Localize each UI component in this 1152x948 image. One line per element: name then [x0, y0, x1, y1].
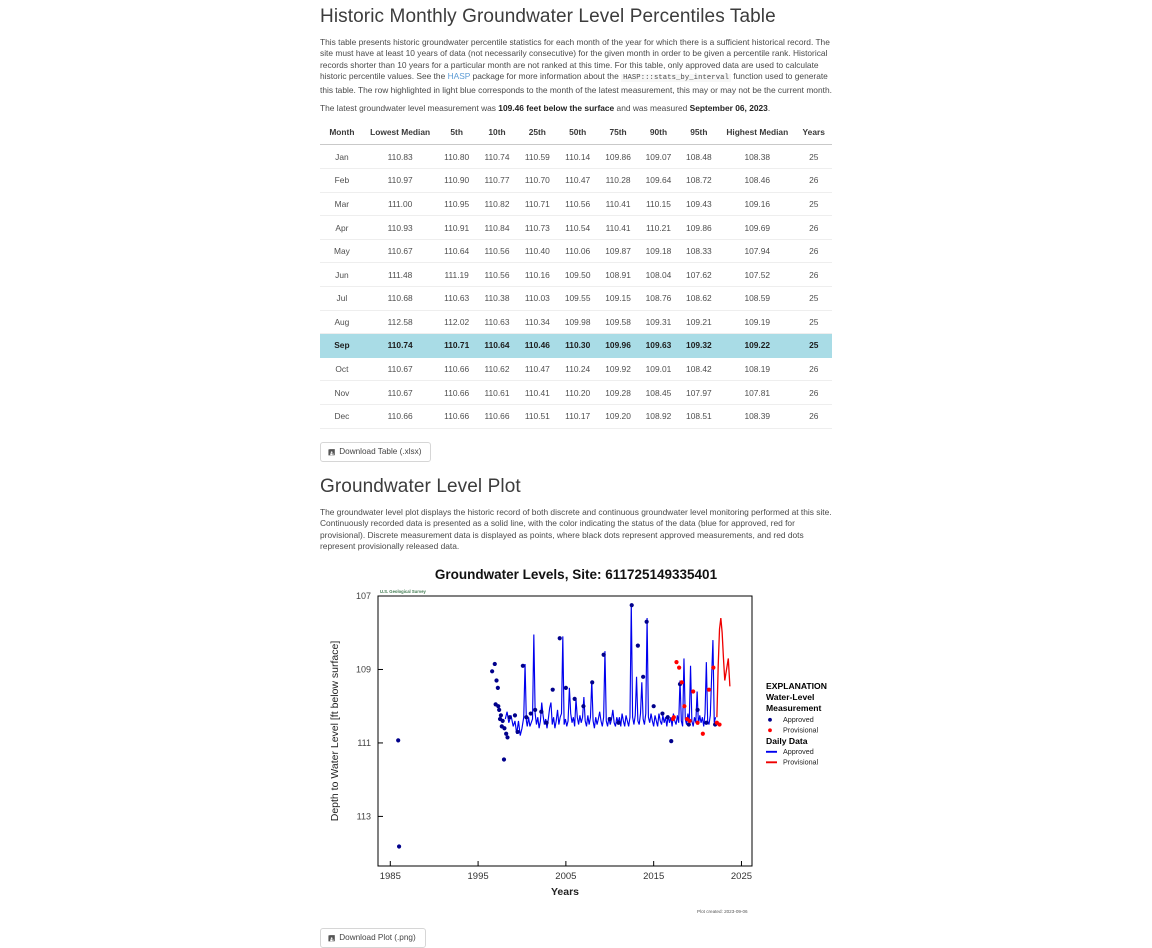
discrete-point-approved	[558, 636, 562, 640]
cell-p5: 110.63	[437, 287, 477, 311]
cell-p95: 107.97	[679, 381, 719, 405]
discrete-point-provisional	[691, 689, 695, 693]
cell-p25: 110.16	[517, 263, 557, 287]
cell-highest-median: 109.16	[719, 192, 795, 216]
cell-p25: 110.71	[517, 192, 557, 216]
discrete-point-approved	[564, 685, 568, 689]
discrete-point-approved	[501, 718, 505, 722]
discrete-point-approved	[505, 735, 509, 739]
legend-entry-label: Approved	[783, 714, 814, 724]
discrete-point-approved	[645, 619, 649, 623]
cell-p75: 109.92	[598, 357, 638, 381]
discrete-point-approved	[660, 711, 664, 715]
y-tick-label: 111	[357, 737, 371, 748]
cell-p50: 110.56	[557, 192, 597, 216]
discrete-point-provisional	[677, 665, 681, 669]
hasp-link[interactable]: HASP	[447, 71, 471, 82]
latest-suffix: .	[767, 103, 771, 114]
cell-p50: 110.20	[557, 381, 597, 405]
percentiles-table	[320, 121, 832, 428]
cell-p50: 110.47	[557, 169, 597, 193]
cell-p5: 110.64	[437, 239, 477, 263]
cell-p90: 109.18	[638, 239, 678, 263]
cell-highest-median: 107.52	[719, 263, 795, 287]
legend-group-heading: Water-Level	[766, 691, 815, 702]
cell-p90: 110.15	[638, 192, 678, 216]
download-plot-button[interactable]	[320, 928, 426, 948]
latest-date: September 06, 2023	[689, 103, 768, 114]
cell-years: 26	[795, 239, 832, 263]
table-row[interactable]	[320, 287, 832, 311]
cell-highest-median: 108.19	[719, 357, 795, 381]
cell-lowest-median: 112.58	[364, 310, 437, 334]
discrete-point-approved	[502, 726, 506, 730]
cell-p75: 109.96	[598, 334, 638, 358]
cell-p10: 110.56	[477, 239, 517, 263]
cell-p10: 110.84	[477, 216, 517, 240]
discrete-point-approved	[396, 738, 400, 742]
col-header-lowest-median[interactable]: Lowest Median	[364, 121, 437, 145]
col-header-75th[interactable]: 75th	[598, 121, 638, 145]
cell-p50: 109.50	[557, 263, 597, 287]
table-header-row	[320, 121, 832, 145]
legend-dot-marker	[768, 728, 772, 732]
agency-label: U.S. Geological Survey	[380, 588, 426, 594]
discrete-point-approved	[616, 720, 620, 724]
cell-month: Sep	[320, 334, 364, 358]
cell-years: 26	[795, 404, 832, 428]
col-header-95th[interactable]: 95th	[679, 121, 719, 145]
cell-p90: 110.21	[638, 216, 678, 240]
table-row[interactable]	[320, 357, 832, 381]
cell-lowest-median: 110.66	[364, 404, 437, 428]
cell-lowest-median: 111.48	[364, 263, 437, 287]
cell-p5: 110.95	[437, 192, 477, 216]
cell-p95: 109.43	[679, 192, 719, 216]
download-table-label: Download Table (.xlsx)	[339, 446, 422, 456]
cell-years: 26	[795, 357, 832, 381]
discrete-point-approved	[687, 722, 691, 726]
discrete-point-approved	[496, 704, 500, 708]
discrete-point-approved	[496, 685, 500, 689]
cell-p25: 110.41	[517, 381, 557, 405]
cell-years: 25	[795, 334, 832, 358]
table-row[interactable]	[320, 216, 832, 240]
discrete-point-provisional	[695, 720, 699, 724]
discrete-point-approved	[695, 707, 699, 711]
cell-p95: 108.42	[679, 357, 719, 381]
cell-p5: 110.66	[437, 357, 477, 381]
cell-month: Mar	[320, 192, 364, 216]
cell-p50: 110.54	[557, 216, 597, 240]
x-tick-label: 2025	[730, 870, 753, 882]
table-row[interactable]	[320, 263, 832, 287]
x-tick-label: 2005	[555, 870, 577, 882]
legend-title: EXPLANATION	[766, 680, 827, 691]
cell-p5: 110.71	[437, 334, 477, 358]
cell-p50: 110.06	[557, 239, 597, 263]
plot-description: The groundwater level plot displays the historic record of both discrete and continuous groundwater level monitoring performed at this site. Continuously recorded data is presented as a solid line, with the color indicating the status of the data (blue for approved, red for provisional). Discrete measurement data is displayed as points, where black dots represent approved measurements, and red dots represent provisionally released data.	[320, 507, 832, 552]
cell-lowest-median: 111.00	[364, 192, 437, 216]
cell-p95: 109.86	[679, 216, 719, 240]
cell-p5: 110.66	[437, 381, 477, 405]
cell-years: 26	[795, 216, 832, 240]
x-axis-label: Years	[550, 885, 580, 898]
latest-value: 109.46 feet below the surface	[498, 103, 615, 114]
discrete-point-approved	[502, 757, 506, 761]
save-disk-icon: 🖪	[328, 932, 336, 943]
plot-footnote: Plot created: 2023-09-06	[697, 908, 748, 914]
cell-p90: 109.63	[638, 334, 678, 358]
cell-p95: 108.48	[679, 145, 719, 169]
cell-lowest-median: 110.74	[364, 334, 437, 358]
cell-p10: 110.64	[477, 334, 517, 358]
col-header-25th[interactable]: 25th	[517, 121, 557, 145]
discrete-point-approved	[533, 707, 537, 711]
legend-group-heading: Daily Data	[766, 735, 808, 746]
cell-p95: 108.72	[679, 169, 719, 193]
cell-p5: 110.91	[437, 216, 477, 240]
legend-group-heading: Measurement	[766, 702, 822, 713]
cell-p75: 109.86	[598, 145, 638, 169]
cell-p10: 110.66	[477, 404, 517, 428]
col-header-90th[interactable]: 90th	[638, 121, 678, 145]
cell-p90: 108.76	[638, 287, 678, 311]
save-disk-icon: 🖪	[328, 446, 336, 457]
discrete-point-approved	[608, 717, 612, 721]
cell-lowest-median: 110.68	[364, 287, 437, 311]
cell-p25: 110.03	[517, 287, 557, 311]
discrete-point-provisional	[680, 680, 684, 684]
discrete-point-approved	[551, 687, 555, 691]
discrete-point-approved	[529, 711, 533, 715]
cell-lowest-median: 110.97	[364, 169, 437, 193]
cell-p95: 109.21	[679, 310, 719, 334]
cell-p75: 108.91	[598, 263, 638, 287]
latest-mid: and was measured	[614, 103, 690, 114]
latest-measurement-text	[320, 103, 832, 114]
table-row[interactable]	[320, 145, 832, 169]
table-head	[320, 121, 832, 145]
table-body	[320, 145, 832, 428]
y-tick-label: 107	[355, 590, 371, 601]
cell-lowest-median: 110.93	[364, 216, 437, 240]
cell-p90: 108.04	[638, 263, 678, 287]
cell-month: Nov	[320, 381, 364, 405]
cell-p90: 108.45	[638, 381, 678, 405]
y-tick-label: 113	[356, 811, 371, 822]
cell-p95: 109.32	[679, 334, 719, 358]
cell-month: May	[320, 239, 364, 263]
cell-month: Jun	[320, 263, 364, 287]
discrete-point-approved	[602, 652, 606, 656]
discrete-point-approved	[539, 709, 543, 713]
cell-lowest-median: 110.67	[364, 357, 437, 381]
discrete-point-provisional	[711, 665, 715, 669]
table-description-part3: function used to generate this table. The row highlighted in light blue corresponds to the month of the latest measurement, this may or may not be the current month.	[320, 71, 832, 95]
cell-month: Jul	[320, 287, 364, 311]
x-tick-label: 1985	[379, 870, 401, 882]
table-description	[320, 37, 832, 96]
discrete-point-provisional	[674, 660, 678, 664]
discrete-point-provisional	[682, 704, 686, 708]
cell-p10: 110.38	[477, 287, 517, 311]
cell-p90: 108.92	[638, 404, 678, 428]
cell-years: 25	[795, 287, 832, 311]
download-plot-label: Download Plot (.png)	[339, 932, 416, 942]
cell-p90: 109.31	[638, 310, 678, 334]
cell-p95: 108.51	[679, 404, 719, 428]
cell-p10: 110.77	[477, 169, 517, 193]
discrete-point-approved	[669, 739, 673, 743]
cell-month: Feb	[320, 169, 364, 193]
discrete-point-approved	[581, 704, 585, 708]
cell-highest-median: 109.69	[719, 216, 795, 240]
col-header-month[interactable]: Month	[320, 121, 364, 145]
cell-lowest-median: 110.67	[364, 381, 437, 405]
discrete-point-approved	[508, 715, 512, 719]
col-header-50th[interactable]: 50th	[557, 121, 597, 145]
cell-p50: 109.55	[557, 287, 597, 311]
discrete-point-approved	[397, 844, 401, 848]
discrete-point-approved	[636, 643, 640, 647]
cell-highest-median: 108.59	[719, 287, 795, 311]
code-stats-by-interval: HASP:::stats_by_interval	[623, 74, 729, 83]
discrete-point-approved	[573, 696, 577, 700]
cell-years: 26	[795, 381, 832, 405]
cell-p50: 110.30	[557, 334, 597, 358]
cell-p75: 110.28	[598, 169, 638, 193]
discrete-point-provisional	[672, 715, 676, 719]
daily-data-approved-line	[505, 603, 715, 735]
cell-p25: 110.34	[517, 310, 557, 334]
cell-highest-median: 109.19	[719, 310, 795, 334]
cell-p75: 109.20	[598, 404, 638, 428]
cell-p5: 110.80	[437, 145, 477, 169]
cell-p95: 108.62	[679, 287, 719, 311]
content-column	[320, 0, 832, 948]
cell-p25: 110.59	[517, 145, 557, 169]
legend-entry-label: Provisional	[783, 725, 819, 735]
cell-month: Oct	[320, 357, 364, 381]
cell-years: 25	[795, 192, 832, 216]
discrete-point-provisional	[707, 687, 711, 691]
y-tick-label: 109	[355, 664, 371, 675]
table-row[interactable]	[320, 310, 832, 334]
chart-title: Groundwater Levels, Site: 611725149335401	[434, 566, 718, 582]
cell-p75: 110.41	[598, 216, 638, 240]
latest-prefix: The latest groundwater level measurement was	[320, 103, 499, 114]
cell-month: Aug	[320, 310, 364, 334]
discrete-point-provisional	[701, 731, 705, 735]
cell-lowest-median: 110.83	[364, 145, 437, 169]
plot-frame	[378, 596, 752, 866]
discrete-point-approved	[521, 663, 525, 667]
cell-p90: 109.64	[638, 169, 678, 193]
cell-p25: 110.40	[517, 239, 557, 263]
legend-dot-marker	[768, 718, 772, 722]
table-description-part1: This table presents historic groundwater percentile statistics for each month of the year for which there is a sufficient historical record. The site must have at least 10 years of data (not necessarily consecutive) for the given month in order to be given a percentile rank. Historical records shorter than 10 years for a particular month are not ranked at this time. For this table, only approved data are used to calculate historic percentile values. See the	[320, 37, 830, 82]
discrete-point-approved	[652, 704, 656, 708]
col-header-10th[interactable]: 10th	[477, 121, 517, 145]
cell-p90: 109.01	[638, 357, 678, 381]
discrete-point-approved	[524, 715, 528, 719]
cell-p25: 110.70	[517, 169, 557, 193]
discrete-point-approved	[666, 715, 670, 719]
cell-highest-median: 107.94	[719, 239, 795, 263]
cell-p10: 110.82	[477, 192, 517, 216]
x-tick-label: 2015	[643, 870, 665, 882]
discrete-point-approved	[499, 713, 503, 717]
discrete-point-provisional	[717, 722, 721, 726]
discrete-point-approved	[515, 730, 519, 734]
cell-p25: 110.73	[517, 216, 557, 240]
chart-area	[320, 584, 832, 922]
table-row[interactable]	[320, 239, 832, 263]
cell-p75: 110.41	[598, 192, 638, 216]
cell-p25: 110.47	[517, 357, 557, 381]
cell-highest-median: 108.38	[719, 145, 795, 169]
y-axis-label: Depth to Water Level [ft below surface]	[329, 640, 341, 821]
cell-p75: 109.58	[598, 310, 638, 334]
cell-p5: 111.19	[437, 263, 477, 287]
cell-highest-median: 108.39	[719, 404, 795, 428]
cell-p50: 110.17	[557, 404, 597, 428]
cell-p5: 110.90	[437, 169, 477, 193]
cell-years: 25	[795, 145, 832, 169]
cell-p50: 110.14	[557, 145, 597, 169]
cell-p10: 110.74	[477, 145, 517, 169]
col-header-5th[interactable]: 5th	[437, 121, 477, 145]
table-row[interactable]	[320, 404, 832, 428]
cell-p50: 110.24	[557, 357, 597, 381]
discrete-point-approved	[544, 720, 548, 724]
discrete-point-approved	[494, 678, 498, 682]
discrete-point-approved	[513, 713, 517, 717]
groundwater-chart-svg[interactable]	[320, 584, 832, 922]
x-tick-label: 1995	[467, 870, 489, 882]
page-title: Historic Monthly Groundwater Level Percentiles Table	[320, 6, 776, 27]
cell-p5: 110.66	[437, 404, 477, 428]
discrete-point-provisional	[688, 718, 692, 722]
table-row[interactable]	[320, 192, 832, 216]
cell-p95: 108.33	[679, 239, 719, 263]
cell-p75: 109.87	[598, 239, 638, 263]
cell-p5: 112.02	[437, 310, 477, 334]
cell-p10: 110.62	[477, 357, 517, 381]
cell-p10: 110.63	[477, 310, 517, 334]
cell-years: 26	[795, 169, 832, 193]
table-description-part2: package for more information about the	[470, 71, 622, 82]
table-row[interactable]	[320, 381, 832, 405]
discrete-point-approved	[493, 662, 497, 666]
cell-p50: 109.98	[557, 310, 597, 334]
download-table-button[interactable]	[320, 442, 431, 463]
table-row[interactable]	[320, 334, 832, 358]
cell-p90: 109.07	[638, 145, 678, 169]
cell-p75: 109.15	[598, 287, 638, 311]
cell-lowest-median: 110.67	[364, 239, 437, 263]
daily-data-provisional-line	[717, 618, 730, 717]
cell-month: Apr	[320, 216, 364, 240]
discrete-point-approved	[630, 603, 634, 607]
legend-entry-label: Approved	[783, 746, 814, 756]
table-row[interactable]	[320, 169, 832, 193]
cell-month: Dec	[320, 404, 364, 428]
col-header-years[interactable]: Years	[795, 121, 832, 145]
cell-p25: 110.46	[517, 334, 557, 358]
cell-p10: 110.56	[477, 263, 517, 287]
cell-years: 26	[795, 263, 832, 287]
col-header-highest-median[interactable]: Highest Median	[719, 121, 795, 145]
discrete-point-approved	[590, 680, 594, 684]
cell-p75: 109.28	[598, 381, 638, 405]
legend-entry-label: Provisional	[783, 757, 819, 767]
discrete-point-approved	[641, 674, 645, 678]
discrete-point-approved	[497, 707, 501, 711]
cell-highest-median: 109.22	[719, 334, 795, 358]
discrete-point-approved	[704, 720, 708, 724]
cell-highest-median: 108.46	[719, 169, 795, 193]
plot-section-title: Groundwater Level Plot	[320, 476, 521, 498]
discrete-point-approved	[504, 731, 508, 735]
cell-month: Jan	[320, 145, 364, 169]
cell-p95: 107.62	[679, 263, 719, 287]
cell-p25: 110.51	[517, 404, 557, 428]
cell-years: 25	[795, 310, 832, 334]
cell-p10: 110.61	[477, 381, 517, 405]
discrete-point-approved	[490, 669, 494, 673]
cell-highest-median: 107.81	[719, 381, 795, 405]
